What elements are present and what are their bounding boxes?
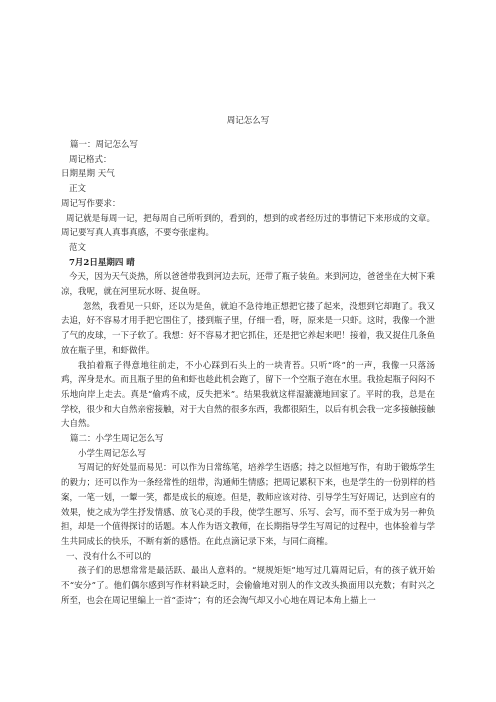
paragraph: 忽然，我看见一只虾，还以为是鱼，就迫不急待地正想把它搂了起来，没想到它却跑了。我又去追，好不容易才用手把它围住了，搂到瓶子里，仔细一看，呀，原来是一只虾。这时，我像一个泄了气的皮球，一下子软了。我想：好不容易才把它抓住，还是把它养起来吧！接着，我又捉住几条鱼放在瓶子里，和虾做伴。 xyxy=(61,301,436,356)
paragraph: 一、没有什么不可以的 xyxy=(66,551,152,562)
paragraph: 日期星期 天气 xyxy=(61,169,115,180)
paragraph: 孩子们的思想常常是最活跃、最出人意料的。“规规矩矩”地写过几篇周记后，有的孩子就开始不“安分”了。他们偶尔感到写作材料缺乏时，会偷偷地对别人的作文改头换面用以充数；有时兴之所至，也会在周记里编上一首“歪诗”；有的还会淘气却又小心地在周记本角上描上一 xyxy=(61,566,435,606)
paragraph: 写周记的好处显而易见：可以作为日常练笔，培养学生语感；持之以恒地写作，有助于锻炼学生的毅力；还可以作为一条经常性的纽带，沟通师生情感；把周记累积下来，也是学生的一份别样的档案，一笔一划，一颦一笑，都是成长的痕迹。但是，教师应该对待、引导学生写好周记，达到应有的效果，使之成为学生抒发情感、放飞心灵的手段，使学生愿写、乐写、会写，而不至于成为另一种负担，却是一个值得探讨的话题。本人作为语文教师，在长期指导学生写周记的过程中，也体验着与学生共同成长的快乐，不断有新的感悟。在此点滴记录下来，与同仁商榷。 xyxy=(61,463,436,547)
paragraph: 今天，因为天气炎热，所以爸爸带我到河边去玩，还带了瓶子装鱼。来到河边，爸爸坐在大树下乘凉，我呢，就在河里玩水呀、捉鱼呀。 xyxy=(61,272,435,298)
paragraph: 范文 xyxy=(69,242,87,253)
paragraph: 周记就是每周一记，把每周自己所听到的，看到的，想到的或者经历过的事情记下来形成的文章。周记要写真人真事真感，不要夸张虚构。 xyxy=(61,213,435,239)
paragraph: 正文 xyxy=(69,184,87,195)
document-body xyxy=(61,138,435,609)
section-heading-1: 篇一：周记怎么写 xyxy=(70,140,139,150)
section-heading-2: 篇二：小学生周记怎么写 xyxy=(70,434,164,445)
paragraph: 我拍着瓶子得意地往前走，不小心踩到石头上的一块青苔。只听“咚”的一声，我像一只落汤鸡，浑身是水。而且瓶子里的鱼和虾也趁此机会跑了，留下一个空瓶子泡在水里。我捡起瓶子闷闷不乐地向岸上走去。真是“偷鸡不成，反失把米”。结果我就这样湿漉漉地回家了。平时的我，总是在学校，很少和大自然亲密接触，对于大自然的很多东西，我都很陌生，以后有机会我一定多接触接触大自然。 xyxy=(61,360,436,430)
paragraph: 7月2日星期四 晴 xyxy=(69,257,135,268)
document-title: 周记怎么写 xyxy=(226,116,270,126)
paragraph: 周记格式： xyxy=(69,154,112,165)
paragraph: 周记写作要求： xyxy=(61,198,121,209)
paragraph: 小学生周记怎么写 xyxy=(78,448,147,459)
